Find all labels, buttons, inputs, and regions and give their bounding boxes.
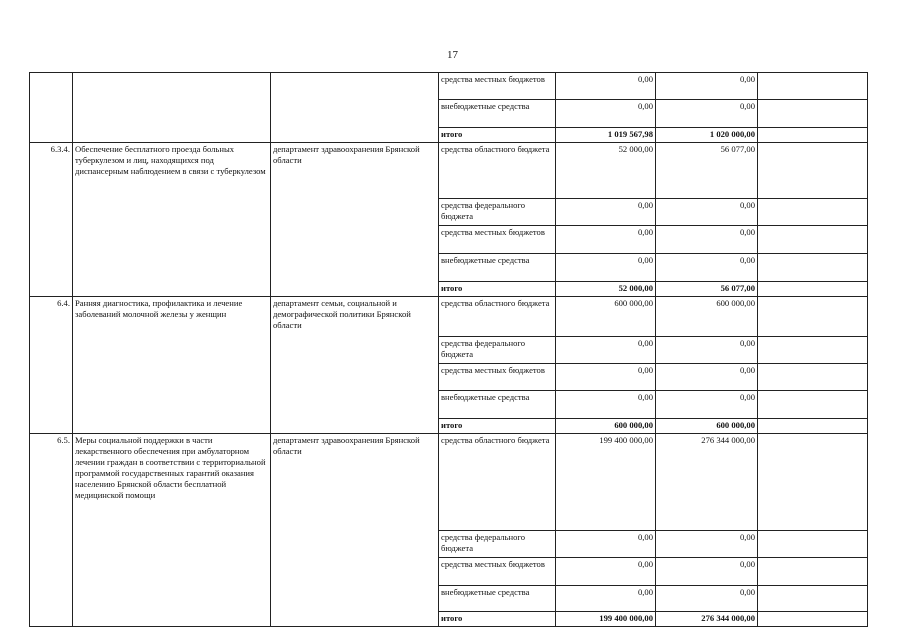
value-cell: 0,00 [556,364,656,391]
value-cell: 0,00 [656,226,758,254]
empty-cell [758,254,868,282]
empty-cell [758,100,868,128]
source-label: средства местных бюджетов [439,73,556,100]
table-row [30,143,868,199]
empty-cell [758,586,868,612]
empty-cell [758,282,868,297]
value-cell: 0,00 [556,254,656,282]
total-value: 56 077,00 [656,282,758,297]
value-cell: 0,00 [656,199,758,226]
value-cell: 0,00 [556,586,656,612]
total-value: 276 344 000,00 [656,612,758,627]
total-label: итого [439,612,556,627]
table-row [30,297,868,337]
item-executor: департамент здравоохранения Брянской области [271,143,439,297]
item-executor: департамент здравоохранения Брянской области [271,434,439,627]
value-cell: 56 077,00 [656,143,758,199]
total-value: 199 400 000,00 [556,612,656,627]
source-label: средства местных бюджетов [439,558,556,586]
total-label: итого [439,282,556,297]
item-code: 6.4. [30,297,73,434]
total-value: 600 000,00 [656,419,758,434]
source-label: средства областного бюджета [439,143,556,199]
item-executor: департамент семьи, социальной и демографической политики Брянской области [271,297,439,434]
empty-cell [758,531,868,558]
value-cell: 0,00 [556,531,656,558]
value-cell: 0,00 [556,100,656,128]
value-cell: 0,00 [556,199,656,226]
source-label: средства федерального бюджета [439,337,556,364]
total-value: 1 019 567,98 [556,128,656,143]
budget-table [29,72,868,627]
total-label: итого [439,419,556,434]
value-cell: 0,00 [656,586,758,612]
value-cell: 0,00 [656,337,758,364]
page-number: 17 [447,49,458,61]
value-cell: 0,00 [656,254,758,282]
empty-cell [758,364,868,391]
value-cell: 0,00 [656,364,758,391]
empty-cell [758,128,868,143]
value-cell: 0,00 [556,226,656,254]
value-cell: 0,00 [656,100,758,128]
value-cell: 600 000,00 [556,297,656,337]
source-label: средства местных бюджетов [439,226,556,254]
value-cell: 276 344 000,00 [656,434,758,531]
total-label: итого [439,128,556,143]
item-code: 6.3.4. [30,143,73,297]
empty-cell [758,612,868,627]
name-cell [73,73,271,143]
value-cell: 0,00 [556,73,656,100]
source-label: средства областного бюджета [439,434,556,531]
empty-cell [758,199,868,226]
empty-cell [758,226,868,254]
total-value: 52 000,00 [556,282,656,297]
code-cell [30,73,73,143]
empty-cell [758,434,868,531]
table-row [30,434,868,531]
source-label: внебюджетные средства [439,586,556,612]
value-cell: 0,00 [556,391,656,419]
value-cell: 0,00 [656,531,758,558]
executor-cell [271,73,439,143]
source-label: внебюджетные средства [439,254,556,282]
source-label: средства областного бюджета [439,297,556,337]
empty-cell [758,391,868,419]
empty-cell [758,73,868,100]
total-value: 600 000,00 [556,419,656,434]
total-value: 1 020 000,00 [656,128,758,143]
value-cell: 0,00 [556,337,656,364]
source-label: внебюджетные средства [439,391,556,419]
value-cell: 0,00 [656,558,758,586]
source-label: внебюджетные средства [439,100,556,128]
value-cell: 600 000,00 [656,297,758,337]
empty-cell [758,558,868,586]
empty-cell [758,297,868,337]
empty-cell [758,337,868,364]
value-cell: 0,00 [656,391,758,419]
table-row [30,73,868,100]
value-cell: 0,00 [556,558,656,586]
value-cell: 0,00 [656,73,758,100]
source-label: средства федерального бюджета [439,199,556,226]
source-label: средства местных бюджетов [439,364,556,391]
item-name: Меры социальной поддержки в части лекарственного обеспечения при амбулаторном лечении граждан в соответствии с территориальной программой государственных гарантий оказания населению Брянской области бесплатной медицинской помощи [73,434,271,627]
item-code: 6.5. [30,434,73,627]
empty-cell [758,419,868,434]
source-label: средства федерального бюджета [439,531,556,558]
value-cell: 52 000,00 [556,143,656,199]
value-cell: 199 400 000,00 [556,434,656,531]
item-name: Обеспечение бесплатного проезда больных туберкулезом и лиц, находящихся под диспансерным наблюдением в связи с туберкулезом [73,143,271,297]
empty-cell [758,143,868,199]
item-name: Ранняя диагностика, профилактика и лечение заболеваний молочной железы у женщин [73,297,271,434]
